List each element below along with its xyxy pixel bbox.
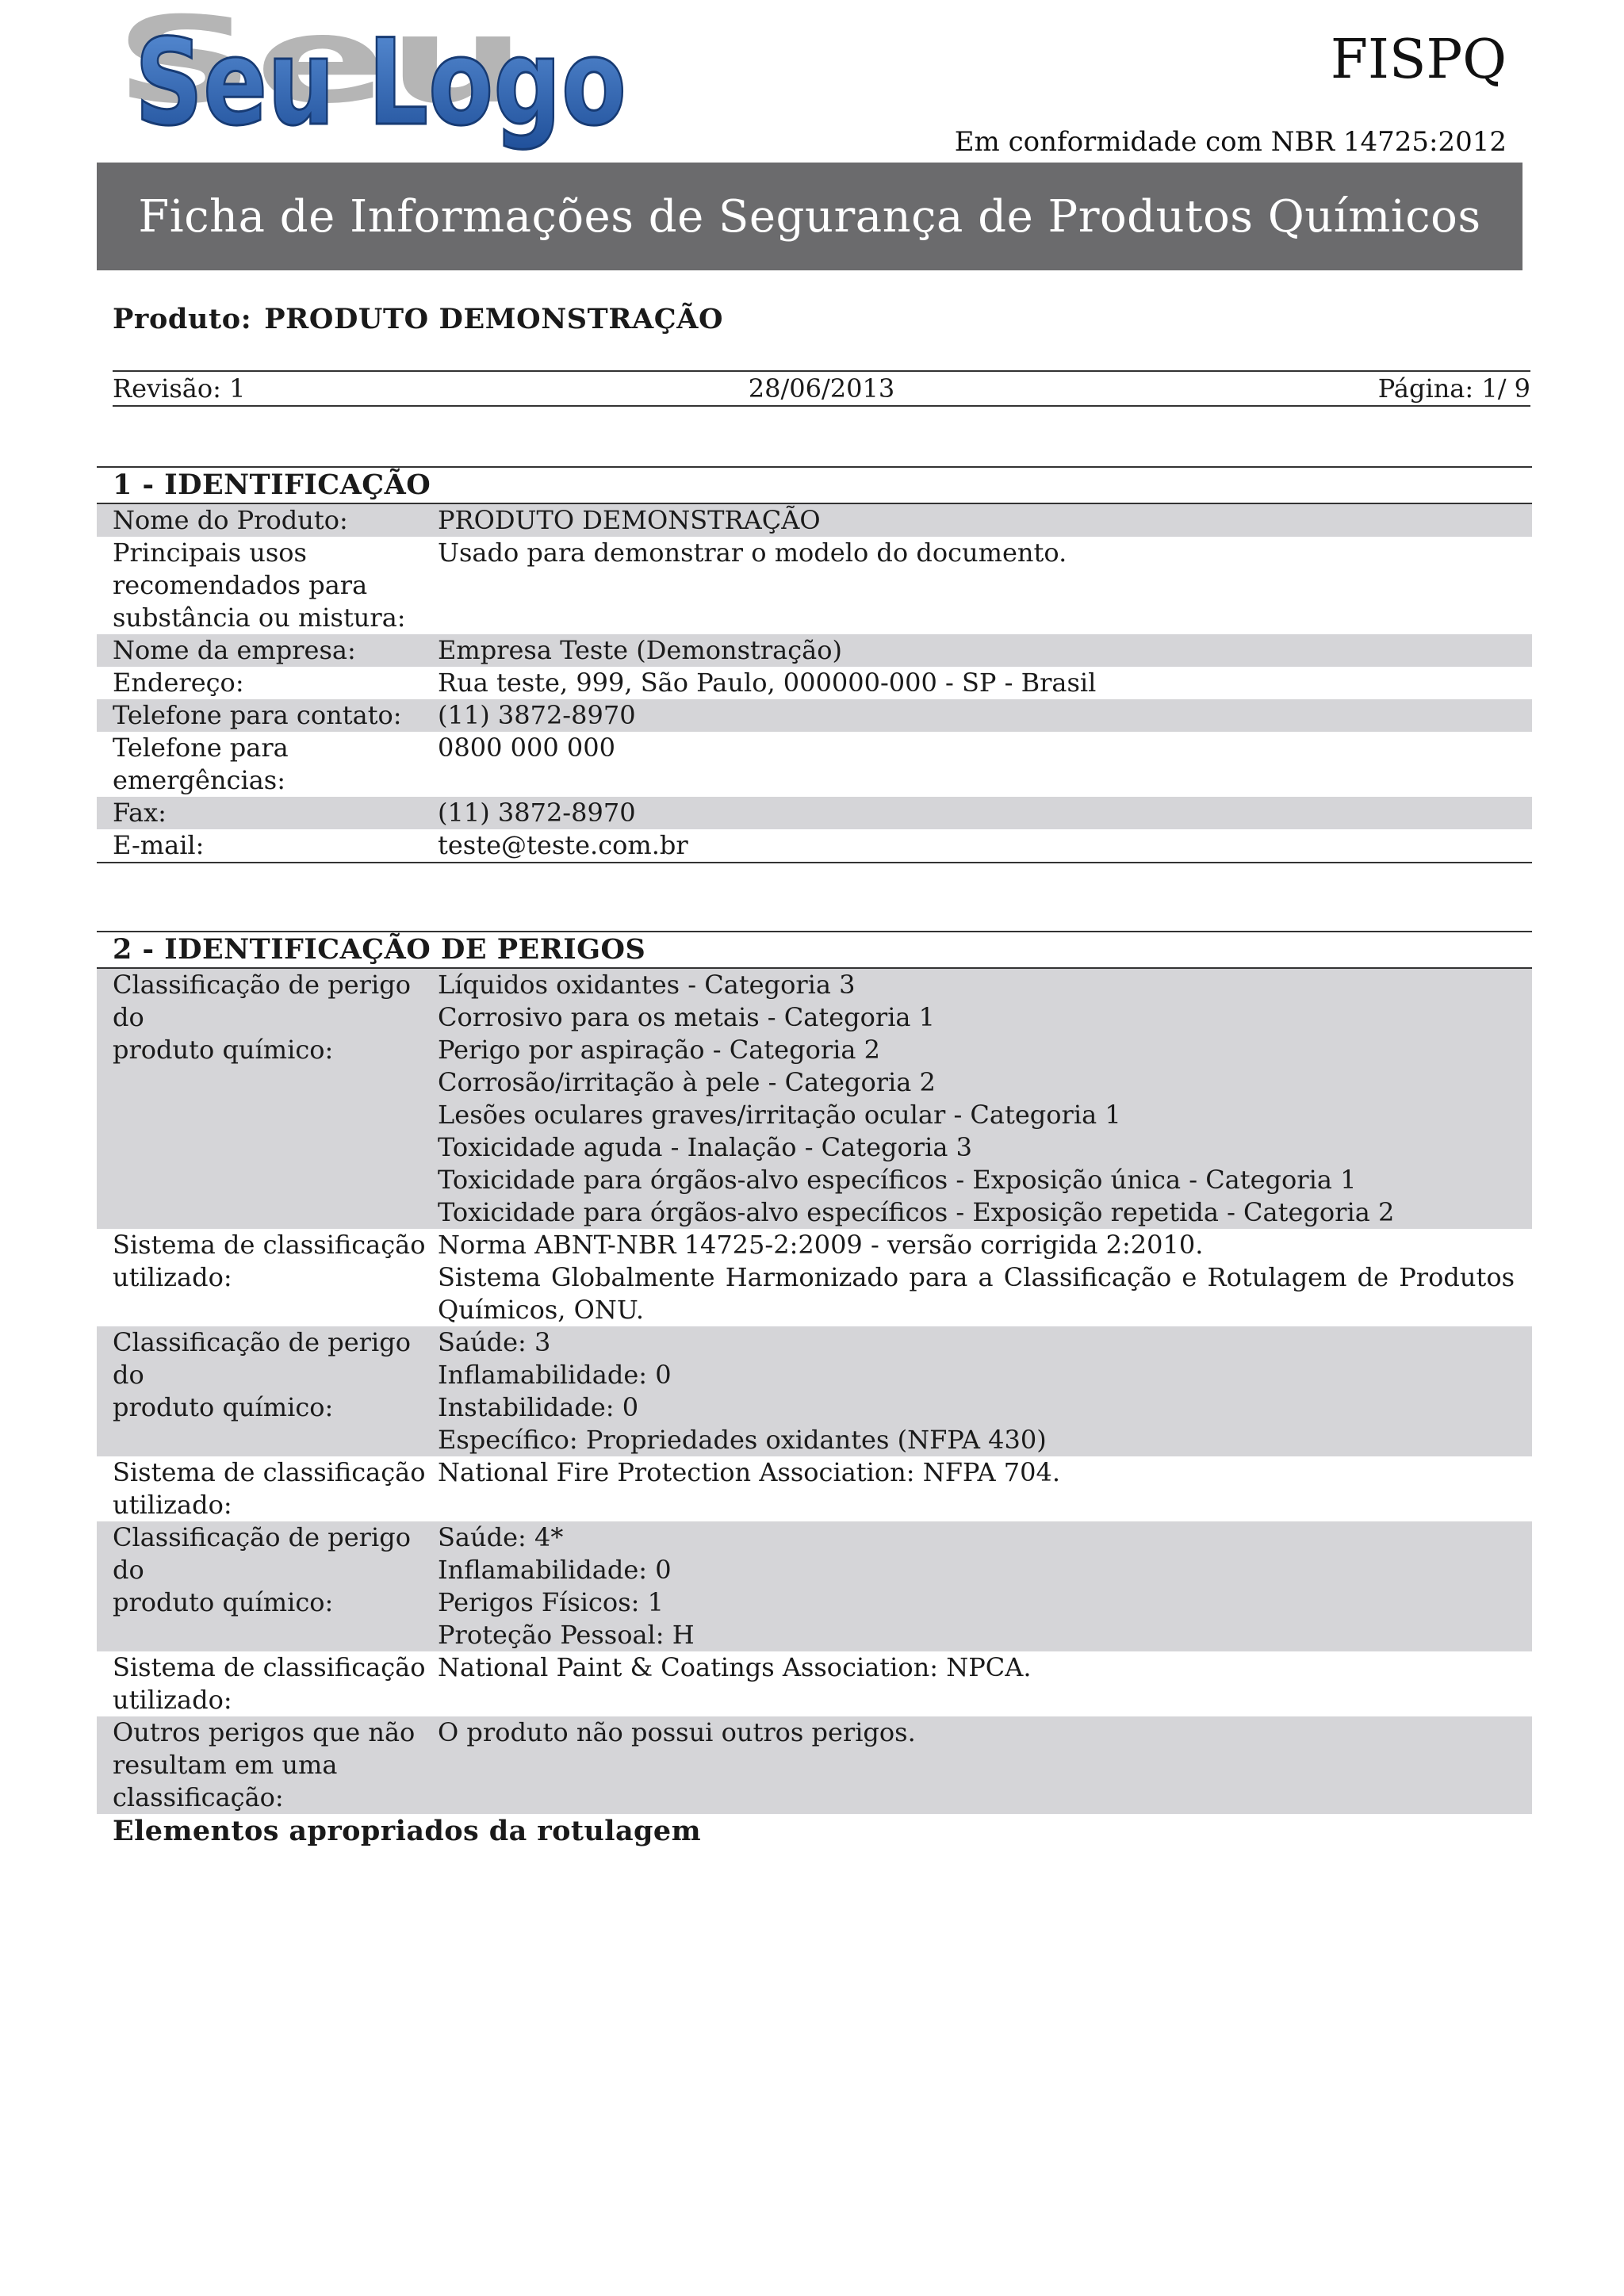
- row-label-line: produto químico:: [113, 1392, 334, 1422]
- row-value-line: Toxicidade para órgãos-alvo específicos - Exposição única - Categoria 1: [438, 1165, 1357, 1195]
- row-label: [97, 1326, 438, 1456]
- row-value-paragraph: Sistema Globalmente Harmonizado para a Classificação e Rotulagem de Produtos Químicos, ONU.: [438, 1262, 1515, 1325]
- row-value: [438, 537, 1532, 634]
- product-line: [113, 303, 723, 335]
- row-value-line: National Fire Protection Association: NFPA 704.: [438, 1457, 1061, 1487]
- section-hazards: [97, 931, 1532, 1849]
- row-label-line: Fax:: [113, 798, 167, 828]
- row-label-line: Outros perigos que não: [113, 1717, 416, 1747]
- row-label-line: utilizado:: [113, 1490, 232, 1520]
- product-name: PRODUTO DEMONSTRAÇÃO: [264, 303, 724, 335]
- compliance-note: Em conformidade com NBR 14725:2012: [954, 126, 1507, 158]
- table-row: [97, 797, 1532, 829]
- row-value: [438, 829, 1532, 862]
- row-label: [97, 1229, 438, 1326]
- row-value-line: Proteção Pessoal: H: [438, 1620, 695, 1650]
- row-label-line: classificação:: [113, 1782, 284, 1812]
- row-label-line: emergências:: [113, 765, 285, 795]
- row-value: [438, 1326, 1532, 1456]
- row-value: [438, 634, 1532, 667]
- row-value-line: Rua teste, 999, São Paulo, 000000-000 - SP - Brasil: [438, 668, 1097, 698]
- row-label-line: Endereço:: [113, 668, 244, 698]
- company-logo: [111, 8, 650, 166]
- row-label-line: Nome da empresa:: [113, 635, 356, 665]
- row-label: [97, 829, 438, 862]
- row-value-line: Corrosão/irritação à pele - Categoria 2: [438, 1067, 936, 1097]
- row-label: [97, 1716, 438, 1814]
- table-row: [97, 699, 1532, 732]
- section-title: 2 - IDENTIFICAÇÃO DE PERIGOS: [97, 931, 1532, 969]
- row-value-line: Perigos Físicos: 1: [438, 1587, 664, 1617]
- row-label-line: utilizado:: [113, 1262, 232, 1292]
- identification-table: [97, 504, 1532, 863]
- table-row: [97, 1521, 1532, 1651]
- table-row: [97, 1326, 1532, 1456]
- row-label: [97, 969, 438, 1229]
- row-label-line: Principais usos: [113, 538, 307, 568]
- row-value-line: Toxicidade para órgãos-alvo específicos - Exposição repetida - Categoria 2: [438, 1197, 1395, 1227]
- row-label: [97, 537, 438, 634]
- row-value: [438, 667, 1532, 699]
- row-label: [97, 667, 438, 699]
- section-title: 1 - IDENTIFICAÇÃO: [97, 466, 1532, 504]
- svg-text:Seu Logo: Seu Logo: [135, 14, 626, 152]
- row-value-line: Inflamabilidade: 0: [438, 1360, 672, 1390]
- product-label: Produto:: [113, 303, 252, 335]
- revision-date: 28/06/2013: [748, 373, 895, 404]
- page-number: Página: 1/ 9: [1377, 373, 1530, 404]
- row-label: [97, 1651, 438, 1716]
- row-value-line: Específico: Propriedades oxidantes (NFPA 430): [438, 1425, 1047, 1455]
- row-value: [438, 969, 1532, 1229]
- revision-number: Revisão: 1: [113, 373, 246, 404]
- table-row: [97, 667, 1532, 699]
- row-value-line: Instabilidade: 0: [438, 1392, 639, 1422]
- table-row: [97, 1651, 1532, 1716]
- title-banner: Ficha de Informações de Segurança de Produtos Químicos: [97, 163, 1522, 270]
- row-label-line: resultam em uma: [113, 1750, 338, 1780]
- table-row: [97, 504, 1532, 537]
- row-label-line: Classificação de perigo do: [113, 1522, 411, 1585]
- row-label-line: Sistema de classificação: [113, 1652, 426, 1682]
- row-value: [438, 504, 1532, 537]
- labeling-subheading: Elementos apropriados da rotulagem: [113, 1815, 702, 1847]
- row-label-line: produto químico:: [113, 1035, 334, 1065]
- row-label: [97, 797, 438, 829]
- row-label-line: Telefone para: [113, 733, 289, 763]
- row-label-line: substância ou mistura:: [113, 603, 406, 633]
- row-value: [438, 1229, 1532, 1326]
- table-row: [97, 969, 1532, 1229]
- document-code: FISPQ: [1330, 29, 1507, 91]
- row-label-line: Nome do Produto:: [113, 505, 348, 535]
- row-label-line: Sistema de classificação: [113, 1457, 426, 1487]
- row-label: [97, 634, 438, 667]
- table-row: [97, 732, 1532, 797]
- row-value-line: National Paint & Coatings Association: NPCA.: [438, 1652, 1032, 1682]
- svg-text:Seu: Seu: [114, 8, 527, 130]
- row-label-line: Telefone para contato:: [113, 700, 402, 730]
- row-value: [438, 1716, 1532, 1814]
- row-label: [97, 504, 438, 537]
- row-value: [438, 797, 1532, 829]
- row-value-line: Líquidos oxidantes - Categoria 3: [438, 970, 856, 1000]
- row-label: [97, 1456, 438, 1521]
- row-value: [438, 1456, 1532, 1521]
- row-label-line: Classificação de perigo do: [113, 970, 411, 1032]
- revision-bar: [113, 370, 1530, 407]
- row-value-line: (11) 3872-8970: [438, 798, 636, 828]
- hazards-table: [97, 969, 1532, 1814]
- row-value: [438, 1521, 1532, 1651]
- row-value: [438, 699, 1532, 732]
- row-value-line: 0800 000 000: [438, 733, 615, 763]
- row-value-line: Saúde: 4*: [438, 1522, 564, 1552]
- table-row: [97, 1716, 1532, 1814]
- row-value-line: Inflamabilidade: 0: [438, 1555, 672, 1585]
- row-label-line: Classificação de perigo do: [113, 1327, 411, 1390]
- table-row: [97, 829, 1532, 862]
- row-value-line: O produto não possui outros perigos.: [438, 1717, 916, 1747]
- row-value-line: Corrosivo para os metais - Categoria 1: [438, 1002, 936, 1032]
- row-label-line: E-mail:: [113, 830, 205, 860]
- row-label: [97, 699, 438, 732]
- row-label-line: utilizado:: [113, 1685, 232, 1715]
- table-row: [97, 1229, 1532, 1326]
- table-row: [97, 537, 1532, 634]
- row-value-line: (11) 3872-8970: [438, 700, 636, 730]
- row-value-line: Empresa Teste (Demonstração): [438, 635, 842, 665]
- row-label: [97, 732, 438, 797]
- table-row: [97, 1456, 1532, 1521]
- row-value-line: Toxicidade aguda - Inalação - Categoria 3: [438, 1132, 972, 1162]
- section-identification: [97, 466, 1532, 863]
- row-value-line: Lesões oculares graves/irritação ocular - Categoria 1: [438, 1100, 1121, 1130]
- row-value-line: Usado para demonstrar o modelo do documento.: [438, 538, 1067, 568]
- row-label-line: produto químico:: [113, 1587, 334, 1617]
- row-label-line: recomendados para: [113, 570, 368, 600]
- row-value-line: PRODUTO DEMONSTRAÇÃO: [438, 505, 821, 535]
- row-label: [97, 1521, 438, 1651]
- table-row: [97, 634, 1532, 667]
- row-value-line: Norma ABNT-NBR 14725-2:2009 - versão corrigida 2:2010.: [438, 1230, 1204, 1260]
- row-value-line: Perigo por aspiração - Categoria 2: [438, 1035, 880, 1065]
- row-value-line: teste@teste.com.br: [438, 830, 688, 860]
- row-value-line: Saúde: 3: [438, 1327, 551, 1357]
- row-value: [438, 1651, 1532, 1716]
- row-label-line: Sistema de classificação: [113, 1230, 426, 1260]
- row-value: [438, 732, 1532, 797]
